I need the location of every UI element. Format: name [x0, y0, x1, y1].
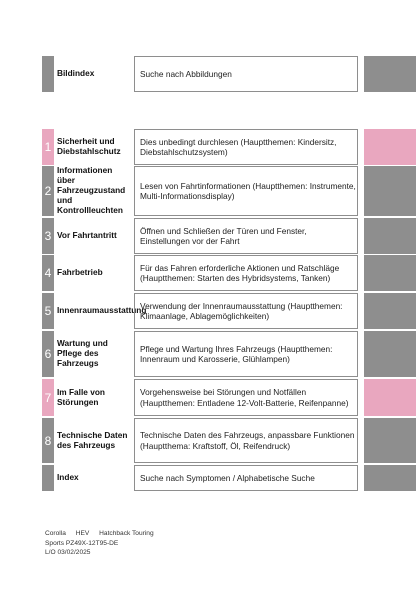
chapter-thumb-tab[interactable]	[364, 166, 416, 216]
chapter-thumb-tab[interactable]	[364, 465, 416, 491]
chapter-title[interactable]	[57, 218, 130, 254]
chapter-thumb-tab[interactable]	[364, 293, 416, 329]
chapter-number: 3	[42, 218, 54, 254]
chapter-number	[42, 465, 54, 491]
footer-type: HEV	[75, 530, 90, 537]
chapter-description-text: Suche nach Abbildungen	[140, 68, 232, 79]
chapter-description-text: Für das Fahren erforderliche Aktionen und Ratschläge (Hauptthemen: Starten des Hybridsystems, Tanken)	[140, 262, 340, 283]
chapter-description-text: Pflege und Wartung Ihres Fahrzeugs (Hauptthemen: Innenraum und Karosserie, Glühlampen)	[140, 343, 333, 364]
chapter-number: 4	[42, 255, 54, 291]
chapter-description	[134, 418, 358, 463]
chapter-thumb-tab[interactable]	[364, 418, 416, 463]
chapter-row[interactable]	[0, 331, 416, 377]
chapter-number: 1	[42, 129, 54, 165]
chapter-title-text: Wartung und Pflege des Fahrzeugs	[57, 338, 108, 368]
chapter-row[interactable]	[0, 129, 416, 165]
chapter-thumb-tab[interactable]	[364, 331, 416, 377]
chapter-description-text: Technische Daten des Fahrzeugs, anpassbare Funktionen (Hauptthema: Kraftstoff, Öl, Reifendruck)	[140, 430, 355, 451]
chapter-description-text: Dies unbedingt durchlesen (Hauptthemen: Kindersitz, Diebstahlschutzsystem)	[140, 136, 337, 157]
footer-line-2: Sports PZ49X-12T95-DE	[45, 539, 119, 547]
chapter-description	[134, 56, 358, 92]
footer-body: Hatchback Touring	[99, 530, 154, 537]
chapter-description-text: Lesen von Fahrtinformationen (Hauptthemen: Instrumente, Multi-Informationsdisplay)	[140, 180, 356, 201]
chapter-title[interactable]	[57, 379, 130, 416]
chapter-number	[42, 56, 54, 92]
chapter-row[interactable]	[0, 166, 416, 216]
chapter-number: 2	[42, 166, 54, 216]
chapter-thumb-tab[interactable]	[364, 379, 416, 416]
footer-model: Corolla	[45, 530, 66, 537]
chapter-title[interactable]	[57, 56, 130, 92]
chapter-number: 6	[42, 331, 54, 377]
chapter-row[interactable]	[0, 379, 416, 416]
chapter-description	[134, 331, 358, 377]
chapter-title-text: Innenraumausstattung	[57, 305, 147, 316]
chapter-thumb-tab[interactable]	[364, 255, 416, 291]
chapter-number: 8	[42, 418, 54, 463]
chapter-row[interactable]	[0, 56, 416, 92]
chapter-row[interactable]	[0, 418, 416, 463]
chapter-title-text: Technische Daten des Fahrzeugs	[57, 429, 128, 450]
chapter-row[interactable]	[0, 465, 416, 491]
chapter-title[interactable]	[57, 465, 130, 491]
chapter-title[interactable]	[57, 255, 130, 291]
chapter-description	[134, 379, 358, 416]
chapter-row[interactable]	[0, 218, 416, 254]
chapter-thumb-tab[interactable]	[364, 218, 416, 254]
chapter-number: 5	[42, 293, 54, 329]
chapter-title-text: Fahrbetrieb	[57, 267, 103, 278]
chapter-title[interactable]	[57, 166, 130, 216]
chapter-title[interactable]	[57, 293, 147, 329]
chapter-description-text: Öffnen und Schließen der Türen und Fenster, Einstellungen vor der Fahrt	[140, 225, 307, 246]
chapter-description	[134, 129, 358, 165]
chapter-description	[134, 218, 358, 254]
chapter-title-text: Vor Fahrtantritt	[57, 230, 117, 241]
chapter-description	[134, 166, 358, 216]
chapter-row[interactable]	[0, 293, 416, 329]
chapter-number: 7	[42, 379, 54, 416]
chapter-description-text: Vorgehensweise bei Störungen und Notfällen (Hauptthemen: Entladene 12-Volt-Batterie, Reifenpanne)	[140, 387, 349, 408]
chapter-title-text: Bildindex	[57, 68, 95, 79]
chapter-thumb-tab[interactable]	[364, 129, 416, 165]
footer	[45, 529, 154, 558]
chapter-title-text: Sicherheit und Diebstahlschutz	[57, 136, 121, 156]
footer-line-1	[45, 529, 154, 539]
chapter-title-text: Informationen über Fahrzeugzustand und Kontrollleuchten	[57, 165, 126, 215]
chapter-description-text: Suche nach Symptomen / Alphabetische Suche	[140, 472, 315, 483]
footer-line-3: L/O 03/02/2025	[45, 549, 91, 557]
chapter-description-text: Verwendung der Innenraumausstattung (Hauptthemen: Klimaanlage, Ablagemöglichkeiten)	[140, 300, 343, 321]
chapter-description	[134, 293, 358, 329]
chapter-title-text: Im Falle von Störungen	[57, 386, 105, 407]
chapter-thumb-tab[interactable]	[364, 56, 416, 92]
chapter-description	[134, 255, 358, 291]
chapter-title[interactable]	[57, 129, 130, 165]
chapter-description	[134, 465, 358, 491]
chapter-title-text: Index	[57, 472, 79, 483]
chapter-title[interactable]	[57, 418, 130, 463]
chapter-row[interactable]	[0, 255, 416, 291]
chapter-title[interactable]	[57, 331, 130, 377]
